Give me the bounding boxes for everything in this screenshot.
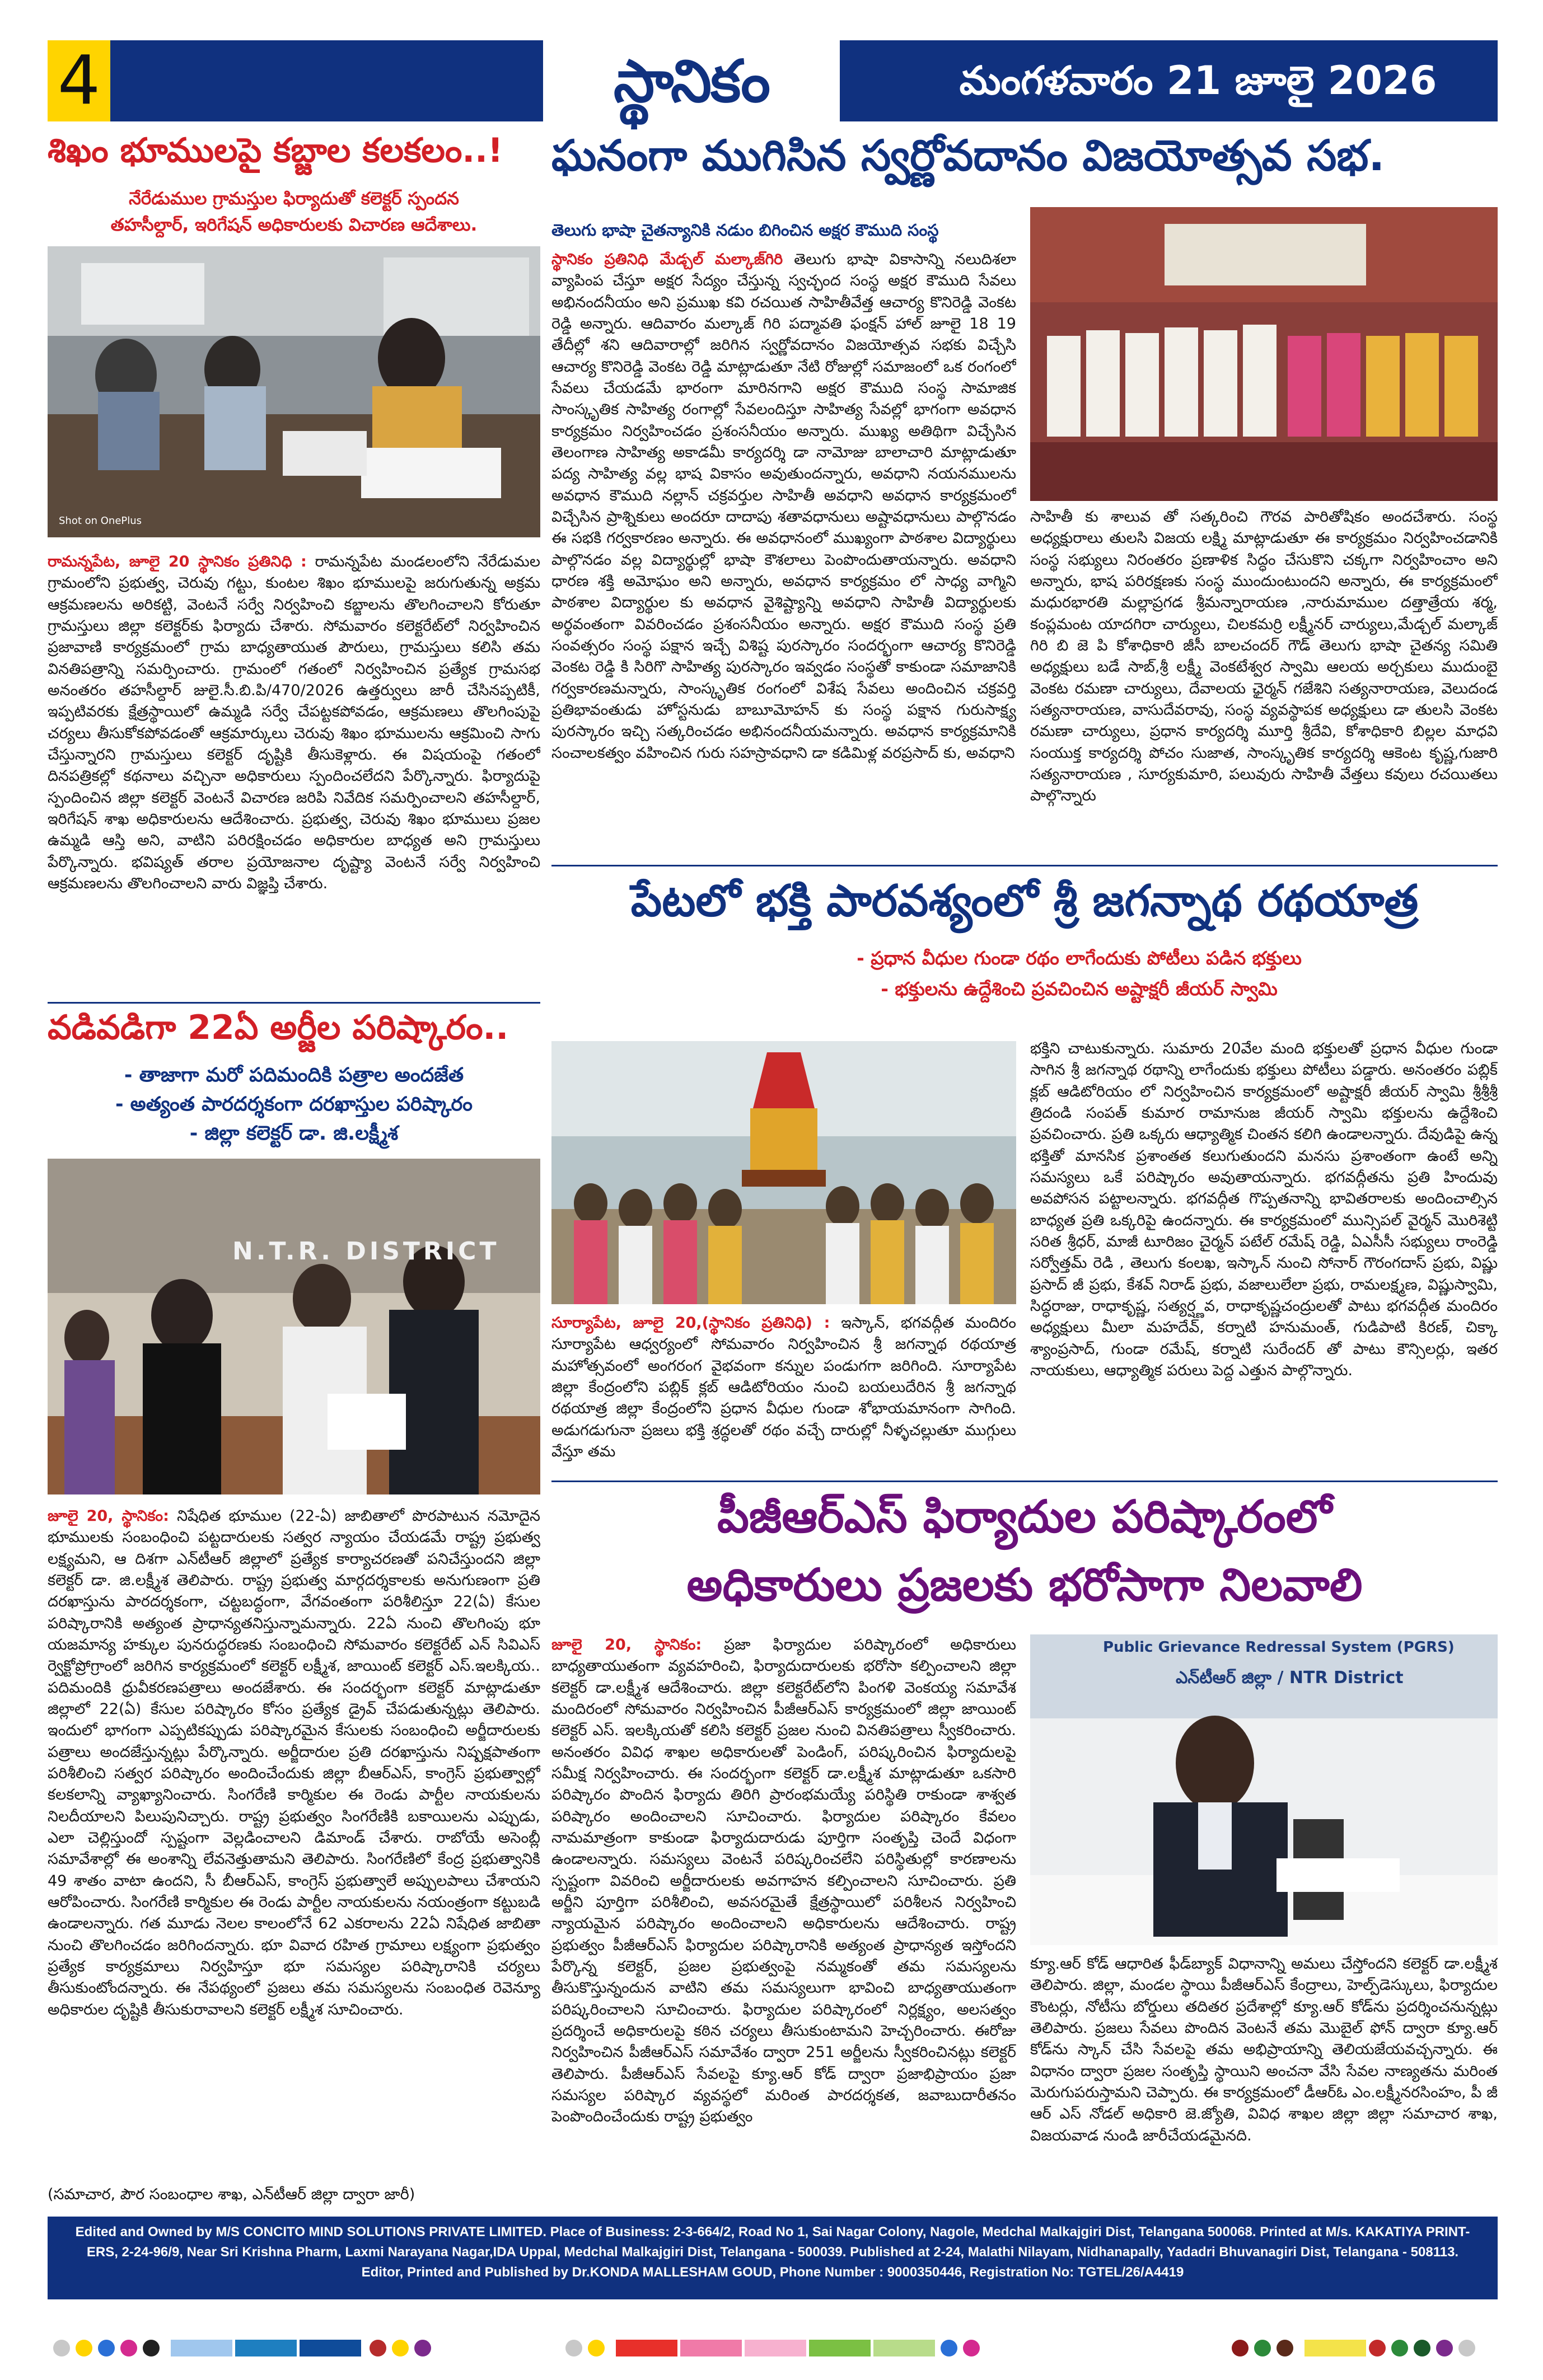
color-bar xyxy=(616,2340,677,2356)
story3-text: నిషేధిత భూముల (22-ఏ) జాబితాలో పొరపాటున నమోదైన భూములకు సంబంధించి పట్టదారులకు సత్వర న్యాయం చేయడమే రాష్ట్ర ప్రభుత్వ లక్ష్యమని, ఆ దిశగా ఎన్‌టీఆర్ జిల్లాలో ప్రత్యేక కార్యాచరణతో పనిచేస్తుందని జిల్లా కలెక్టర్ డా. జి.లక్ష్మీశ తెలిపారు. రాష్ట్ర ప్రభుత్వ మార్గదర్శకాలకు అనుగుణంగా ప్రతి దరఖాస్తును పారదర్శకంగా, చట్టబద్ధంగా, వేగవంతంగా పరిశీలిస్తూ 22(ఏ) కేసుల పరిష్కారానికి అత్యంత ప్రాధాన్యతనిస్తున్నామన్నారు. 22ఏ నుంచి తొలగింపు భూ యజమాన్య హక్కుల పునరుద్ధరణకు సంబంధించి సోమవారం కలెక్టరేట్ ఎన్ సివిఎస్ ర్వెక్టోప్రోగ్రాంలో జరిగిన కార్యక్రమంలో కలెక్టర్ లక్ష్మీశ, జాయింట్ కలెక్టర్ ఎస్.ఇలక్కియ.. పదిమందికి ధ్రువీకరణపత్రాలు అందజేశారు. ఈ సందర్భంగా కలెక్టర్ మాట్లాడుతూ జిల్లాలో 22(ఏ) కేసుల పరిష్కారం కోసం ప్రత్యేక డ్రైవ్ చేపడుతున్నట్లు తెలిపారు. ఇందులో భాగంగా ఎప్పటికప్పుడు పరిష్కారమైన కేసులకు సంబంధించి అర్జీదారులకు పత్రాలు అందజేస్తున్నట్లు పేర్కొన్నారు. అర్జీదారుల ప్రతి దరఖాస్తును నిష్పక్షపాతంగా పరిశీలించి సత్వర పరిష్కారం అందించేందుకు జిల్లా బీఆర్ఎస్, కాంగ్రెస్ ప్రభుత్వాల్లో కలకలాన్ని వ్యాఖ్యానించారు. సింగరేణి కార్మికుల ఈ రెండు పార్టీల నాయకులను నిలదీయాలని పిలుపునిచ్చారు. రాష్ట్ర ప్రభుత్వం సింగరేణికి బకాయిలను ఎప్పుడు, ఎలా చెల్లిస్తుందో స్పష్టంగా వెల్లడించాలని డిమాండ్ చేశారు. రాబోయే అసెంబ్లీ సమావేశాల్లో ఈ అంశాన్ని లేవనెత్తుతామని తెలిపారు. సింగరేణిలో కేంద్ర ప్రభుత్వానికి 49 శాతం వాటా ఉందని, సీ బీఆర్ఎస్, కాంగ్రెస్ ప్రభుత్వాలే అప్పులపాలు చేశాయని ఆరోపించారు. సింగరేణి కార్మికుల ఈ రెండు పార్టీల నాయకులను నయంత్రంగా కట్టుబడి ఉండాలన్నారు. గత మూడు నెలల కాలంలోనే 62 ఎకరాలను 22ఏ నిషేధిత జాబితా నుంచి తొలగించడం జరిగిందన్నారు. భూ వివాద రహిత గ్రామాలు లక్ష్యంగా ప్రభుత్వం ప్రత్యేక కార్యక్రమాలు నిర్వహిస్తూ భూ సమస్యల పరిష్కారానికి చర్యలు తీసుకుంటోందన్నారు. ఈ నేపథ్యంలో ప్రజలు తమ సమస్యలను సంబంధిత రెవెన్యూ అధికారుల దృష్టికి తీసుకురావాలని కలెక్టర్ లక్ష్మీశ సూచించారు. xyxy=(48,1507,540,2018)
story4-text-1: ఇస్కాన్, భగవద్గీత మందిరం సూర్యాపేట ఆధ్వర్యంలో సోమవారం నిర్వహించిన శ్రీ జగన్నాథ రథయాత్ర మహోత్సవంలో అంగరంగ వైభవంగా కన్నుల పండుగగా జరిగింది. సూర్యాపేట జిల్లా కేంద్రంలోని పబ్లిక్ క్లబ్ ఆడిటోరియం నుంచి బయలుదేరిన శ్రీ జగన్నాథ రథయాత్ర జిల్లా కేంద్రంలోని ప్రధాన వీధుల గుండా శోభాయమానంగా సాగింది. అడుగడుగునా ప్రజలు భక్తి శ్రద్ధలతో రథం వచ్చే దారుల్లో నీళ్ళచల్లుతూ ముగ్గులు వేస్తూ తమ xyxy=(551,1314,1016,1460)
registration-dot xyxy=(963,2340,980,2356)
story4-headline: పేటలో భక్తి పారవశ్యంలో శ్రీ జగన్నాథ రథయాత్ర xyxy=(630,876,1419,926)
certificate-handover-photo xyxy=(48,1159,540,1494)
imprint-footer xyxy=(48,2217,1498,2299)
story1-headline: శిఖం భూములపై కబ్జాల కలకలం..! xyxy=(48,131,503,170)
story3-photo-banner: N.T.R. DISTRICT xyxy=(232,1237,500,1266)
color-bar xyxy=(171,2340,232,2356)
issue-date: మంగళవారం 21 జూలై 2026 xyxy=(959,58,1437,104)
rath-yatra-photo xyxy=(551,1041,1016,1304)
story2-body-col2: సాహితీ కు శాలువ తో సత్కరించి గౌరవ పారితోషికం అందచేశారు. సంస్థ అధ్యక్షురాలు తులసి విజయ లక్ష్మి మాట్లాడుతూ ఈ కార్యక్రమం నిర్వహించడానికి సంస్థ సభ్యులు నిరంతరం ప్రణాళిక సిద్ధం చేసుకొని చక్కగా నిర్వహించాం అని అన్నారు, భాష పరిరక్షణకు సంస్థ ముందుంటుందని అన్నారు, ఈ కార్యక్రమంలో మధురభారతి మల్లాప్రగడ శ్రీమన్నారాయణ ,నారుమాముల దత్తాత్రేయ శర్మ, కంప్లమంట యాదగిరా చార్యులు, చిలకమర్రి లక్ష్మీనర్ చార్యులు,మేడ్చల్ మల్కాజ్ గిరి బి జె పి కోశాధికారి జీసీ బాలచందర్ గౌడ్ తెలుగు భాషా చైతన్య సమితి అధ్యక్షులు బడే సాబ్,శ్రీ లక్ష్మీ వెంకటేశ్వర స్వామి ఆలయ అర్చకులు ముదుంబై వెంకట రమణా చార్యులు, దేవాలయ ఛైర్మన్ గజేశిని సత్యనారాయణ, వెలుదండ సత్యనారాయణ, వాసుదేవరావు, సంస్థ వ్యవస్థాపక అధ్యక్షులు డా తులసి వెంకట రమణా చార్యులు, ప్రధాన కార్యదర్శి మూర్తి శ్రీదేవి, కోశాధికారి బిల్లల మాధవి సంయుక్త కార్యదర్శి పోచం సుజాత, సాంస్కృతిక కార్యదర్శి ఆకెంట కృష్ణ,గుజారి సత్యనారాయణ , సూర్యకుమారి, పలువురు సాహితీ వేత్తలు కవులు రచయితలు పాల్గొన్నారు xyxy=(1030,508,1498,805)
felicitation-stage-photo xyxy=(1030,207,1498,501)
story2-headline: ఘనంగా ముగిసిన స్వర్ణోవదానం విజయోత్సవ సభ. xyxy=(551,130,1385,180)
story3-bullet-3: - జిల్లా కలెక్టర్ డా. జి.లక్ష్మీశ xyxy=(189,1122,399,1145)
story1-photo xyxy=(48,246,540,537)
story4-dateline: సూర్యాపేట, జూలై 20,(స్థానికం ప్రతినిధి) : xyxy=(551,1314,830,1332)
newspaper-logo: స్థానికం xyxy=(543,40,840,121)
divider xyxy=(551,1481,1498,1482)
office-meeting-photo xyxy=(48,246,540,537)
registration-dot xyxy=(143,2340,160,2356)
registration-dot xyxy=(1436,2340,1453,2356)
imprint-line-3: Editor, Printed and Published by Dr.KONDA MALLESHAM GOUD, Phone Number : 9000350446, Registration No: TGTEL/26/A4419 xyxy=(361,2265,1184,2280)
color-bar xyxy=(1304,2340,1366,2356)
story5-body-left xyxy=(551,1634,1016,2194)
registration-dot xyxy=(1458,2340,1475,2356)
registration-dot xyxy=(1369,2340,1386,2356)
registration-dot xyxy=(98,2340,115,2356)
story5-body-right: క్యూ.ఆర్ కోడ్ ఆధారిత ఫీడ్‌బ్యాక్ విధానాన్ని అమలు చేస్తోందని కలెక్టర్ డా.లక్ష్మీశ తెలిపారు. జిల్లా, మండల స్థాయి పీజీఆర్ఎస్ కేంద్రాలు, హెల్ప్‌డెస్కులు, ఫిర్యాదుల కౌంటర్లు, నోటీసు బోర్డులు తదితర ప్రదేశాల్లో క్యూ.ఆర్ కోడ్‌ను ప్రదర్శించనున్నట్లు తెలిపారు. ప్రజలు సేవలు పొందిన వెంటనే తమ మొబైల్ ఫోన్ ద్వారా క్యూ.ఆర్ కోడ్‌ను స్కాన్ చేసి సేవలపై తమ అభిప్రాయాన్ని తెలియజేయవచ్చన్నారు. ఈ విధానం ద్వారా ప్రజల సంతృప్తి స్థాయిని అంచనా వేసి సేవల నాణ్యతను మరింత మెరుగుపరుస్తామని చెప్పారు. ఈ కార్యక్రమంలో డీఆర్ఓ ఎం.లక్ష్మీనరసింహం, పీ జీ ఆర్ ఎస్ నోడల్ అధికారి జె.జ్యోతి, వివిధ శాఖల జిల్లా జిల్లా సమాచార శాఖ, విజయవాడ నుండి జారీచేయడమైనది. xyxy=(1030,1955,1498,2144)
story3-bullet-2: - అత్యంత పారదర్శకంగా దరఖాస్తుల పరిష్కారం xyxy=(115,1093,473,1116)
story5-text-1: ప్రజా ఫిర్యాదుల పరిష్కారంలో అధికారులు బాధ్యతాయుతంగా వ్యవహరించి, ఫిర్యాదుదారులకు భరోసా కల్పించాలని జిల్లా కలెక్టర్ డా.లక్ష్మీశ ఆదేశించారు. జిల్లా కలెక్టరేట్‌లోని పింగళి వెంకయ్య సమావేశ మందిరంలో సోమవారం నిర్వహించిన పీజీఆర్ఎస్ కార్యక్రమంలో జిల్లా జాయింట్ కలెక్టర్ ఎస్. ఇలక్కియతో కలిసి కలెక్టర్ ప్రజల నుంచి వినతిపత్రాలు స్వీకరించారు. అనంతరం వివిధ శాఖల అధికారులతో పెండింగ్, పరిష్కరించిన ఫిర్యాదులపై సమీక్ష నిర్వహించారు. ఈ సందర్భంగా కలెక్టర్ డా.లక్ష్మీశ మాట్లాడుతూ ఒకసారి పరిష్కారం పొందిన ఫిర్యాదు తిరిగి ప్రారంభమయ్యే పరిస్థితి రాకుండా శాశ్వత పరిష్కారం అందించాలని సూచించారు. ఫిర్యాదుల పరిష్కారం కేవలం నామమాత్రంగా కాకుండా ఫిర్యాదుదారుడు పూర్తిగా సంతృప్తి చెందే విధంగా ఉండాలన్నారు. సమస్యలు వెంటనే పరిష్కరించలేని పరిస్థితుల్లో కారణాలను స్పష్టంగా వివరించి అర్జీదారులకు అవగాహన కల్పించాలని సూచించారు. ప్రతి అర్జీని పూర్తిగా పరిశీలించి, అవసరమైతే క్షేత్రస్థాయిలో పరిశీలన నిర్వహించి న్యాయమైన పరిష్కారం అందించాలని అధికారులను ఆదేశించారు. రాష్ట్ర ప్రభుత్వం పీజీఆర్ఎస్ ఫిర్యాదుల పరిష్కారానికి అత్యంత ప్రాధాన్యత ఇస్తోందని పేర్కొన్న కలెక్టర్, ప్రజల ప్రభుత్వంపై నమ్మకంతో తమ సమస్యలను తీసుకొస్తున్నందున వాటిని తమ సమస్యలుగా భావించి బాధ్యతాయుతంగా పరిష్కరించాలని సూచించారు. ఫిర్యాదుల పరిష్కారంలో నిర్లక్ష్యం, అలసత్వం ప్రదర్శించే అధికారులపై కఠిన చర్యలు తీసుకుంటామని హెచ్చరించారు. ఈరోజు నిర్వహించిన పీజీఆర్ఎస్ సమావేశం ద్వారా 251 అర్జీలను స్వీకరించినట్లు కలెక్టర్ తెలిపారు. పీజీఆర్ఎస్ సేవలపై క్యూ.ఆర్ కోడ్ ద్వారా ప్రజాభిప్రాయం ప్రజా సమస్యల పరిష్కార వ్యవస్థలో మరింత పారదర్శకత, జవాబుదారీతనం పెంపొందించేందుకు రాష్ట్ర ప్రభుత్వం xyxy=(551,1636,1016,2126)
registration-dot xyxy=(392,2340,409,2356)
divider xyxy=(551,865,1498,866)
story5-photo xyxy=(1030,1634,1498,1945)
story1-photo-watermark: Shot on OnePlus xyxy=(59,515,142,527)
story1-subheadline-2: తహసీల్దార్, ఇరిగేషన్ అధికారులకు విచారణ ఆదేశాలు. xyxy=(110,215,478,235)
color-bar xyxy=(235,2340,297,2356)
registration-dot xyxy=(1391,2340,1408,2356)
story5-dateline: జూలై 20, స్థానికం: xyxy=(551,1636,702,1653)
story3-bullet-1: - తాజాగా మరో పదిమందికి పత్రాల అందజేత xyxy=(124,1064,464,1086)
registration-dot xyxy=(76,2340,92,2356)
story2-dateline: స్థానికం ప్రతినిధి మేడ్చల్ మల్కాజ్‌గిరి xyxy=(551,251,783,268)
story2-subheadline: తెలుగు భాషా చైతన్యానికి నడుం బిగించిన అక్షర కౌముది సంస్థ xyxy=(551,221,939,240)
story5-headline-line2: అధికారులు ప్రజలకు భరోసాగా నిలవాలి xyxy=(686,1559,1363,1611)
color-bar xyxy=(680,2340,742,2356)
story2-body-col1 xyxy=(551,249,1016,856)
registration-dot xyxy=(565,2340,582,2356)
color-bar xyxy=(745,2340,806,2356)
story3-credit: (సమాచార, పౌర సంబంధాల శాఖ, ఎన్‌టీఆర్ జిల్లా ద్వారా జారీ) xyxy=(48,2186,415,2203)
registration-dot xyxy=(1254,2340,1271,2356)
registration-dot xyxy=(1232,2340,1249,2356)
story4-subheadline-1: - ప్రధాన వీధుల గుండా రథం లాగేందుకు పోటీలు పడిన భక్తులు xyxy=(857,947,1302,969)
story2-photo xyxy=(1030,207,1498,501)
color-bar xyxy=(809,2340,871,2356)
story3-photo xyxy=(48,1159,540,1494)
story1-text: రామన్నపేట మండలంలోని నేరేడుమల గ్రామంలోని ప్రభుత్వ, చెరువు గట్టు, కుంటల శిఖం భూములపై జరుగుతున్న అక్రమ ఆక్రమణలను అరికట్టి, వెంటనే సర్వే నిర్వహించి కబ్జాలను తొలగించాలని కోరుతూ గ్రామస్తులు జిల్లా కలెక్టర్‌కు ఫిర్యాదు చేశారు. సోమవారం కలెక్టరేట్‌లో నిర్వహించిన ప్రజావాణి కార్యక్రమంలో గ్రామ బాధ్యతాయుత పౌరులు, గ్రామస్తులు కలిసి తమ వినతిపత్రాన్ని సమర్పించారు. గ్రామంలో గతంలో నిర్వహించిన ప్రత్యేక గ్రామసభ అనంతరం తహసీల్దార్ జులై.సీ.బి.పి/470/2026 ఉత్తర్వులు జారీ చేసినప్పటికీ, ఇప్పటివరకు క్షేత్రస్థాయిలో ఉమ్మడి సర్వే చేపట్టకపోవడం, ఆక్రమణలు తొలగింపుపై చర్యలు తీసుకోకపోవడంతో ఆక్రమార్కులు చెరువు శిఖం భూములను ఆక్రమించి సాగు చేస్తున్నారని గ్రామస్తులు కలెక్టర్ దృష్టికి తీసుకెళ్లారు. ఈ విషయంపై గతంలో దినపత్రికల్లో కథనాలు వచ్చినా అధికారులు స్పందించలేదని పేర్కొన్నారు. ఫిర్యాదుపై స్పందించిన జిల్లా కలెక్టర్ వెంటనే విచారణ జరిపి నివేదిక సమర్పించాలని తహసీల్దార్, ఇరిగేషన్ శాఖ అధికారులను ఆదేశించారు. ప్రభుత్వ, చెరువు శిఖం భూములు ప్రజల ఉమ్మడి ఆస్తి అని, వాటిని పరిరక్షించడం అధికారుల బాధ్యత అని గ్రామస్తులు పేర్కొన్నారు. భవిష్యత్ తరాల ప్రయోజనాల దృష్ట్యా వెంటనే సర్వే నిర్వహించి ఆక్రమణలను తొలగించాలని వారు విజ్ఞప్తి చేశారు. xyxy=(48,553,540,892)
story4-body-left xyxy=(551,1313,1016,1475)
story3-body xyxy=(48,1506,540,2183)
divider xyxy=(48,1002,540,1004)
color-bar xyxy=(300,2340,361,2356)
story5-photo-banner-2: ఎన్‌టీఆర్ జిల్లా / NTR District xyxy=(1176,1668,1404,1688)
story3-headline: వడివడిగా 22ఏ అర్జీల పరిష్కారం.. xyxy=(48,1008,509,1047)
registration-dot xyxy=(370,2340,386,2356)
color-bar xyxy=(873,2340,935,2356)
registration-dot xyxy=(1414,2340,1430,2356)
imprint-line-1: Edited and Owned by M/S CONCITO MIND SOLUTIONS PRIVATE LIMITED. Place of Business: 2-3-664/2, Road No 1, Sai Nagar Colony, Nagole, Medchal Malkajgiri Dist, Telangana 500068. Printed at M/s. KAKATIYA PRINT- xyxy=(75,2224,1470,2240)
registration-dot xyxy=(120,2340,137,2356)
story2-text-1: తెలుగు భాషా వికాసాన్ని నలుదిశలా వ్యాపింప చేస్తూ అక్షర సేద్యం చేస్తున్న స్వచ్ఛంద సంస్థ అక్షర కౌముది సేవలు అభినందనీయం అని ప్రముఖ కవి రచయిత సాహితీవేత్త ఆచార్య కొనిరెడ్డి వెంకట రెడ్డి అన్నారు. ఆదివారం మల్కాజ్ గిరి పద్మావతి ఫంక్షన్ హాల్ జూలై 18 19 తేదీల్లో శని ఆదివారాల్లో జరిగిన స్వర్ణోవదానం విజయోత్సవ సభకు విచ్చేసి ఆచార్య కొనిరెడ్డి వెంకట రెడ్డి మాట్లాడుతూ నేటి రోజుల్లో సమాజంలో ఒక రంగంలో సేవలు చేయడమే భారంగా మారినగాని అక్షర కౌముది సంస్థ సామాజిక సాంస్కృతిక సాహిత్య రంగాల్లో సేవలందిస్తూ సాహిత్య సేవల్లో భాగంగా అవధాన కార్యక్రమం నిర్వహించడం ప్రశంసనీయం అన్నారు. ముఖ్య అతిథిగా విచ్చేసిన తెలంగాణ సాహిత్య అకాడమీ కార్యదర్శి డా నామోజు బాలాచారి మాట్లాడుతూ పద్య సాహిత్య వల్ల భాష వికాసం అవుతుందన్నారు, అవధాని నయనములను అవధాన కౌముది నల్లాన్ చక్రవర్తుల సాహితీ అవధాని అవధాన కార్యక్రమంలో విచ్చేసిన ప్రాశ్నికులు అందరూ దాదాపు శతావధానులు అష్టావధానులు పాల్గొనడం ఈ సభకి గర్వకారణం అన్నారు. ఈ అవధానంలో ముఖ్యంగా పాఠశాల విద్యార్థులు పాల్గొనడం వల్ల విద్యార్థుల్లో భాషా కౌశలాలు పెంపొందుతాయన్నారు. అవధాని ధారణ శక్తి అమోఘం అని అన్నారు, అవధాన కార్యక్రమం లో సాధ్య వాగ్మిని పాఠశాల విద్యార్థుల కు అవధాన వైశిష్ట్యాన్ని అవధాని సాహితీ విద్యార్థులకు అర్థవంతంగా వివరించడం ప్రశంసనీయం అన్నారు. అక్షర కౌముది సంస్థ ప్రతి సంవత్సరం సంస్థ పక్షాన ఇచ్చే విశిష్ట పురస్కారం సందర్భంగా ఆచార్య కొనిరెడ్డి వెంకట రెడ్డి కి సిరిగొ సాహిత్య పురస్కారం ఇవ్వడం సంస్థతో కాకుండా సమాజానికి గర్వకారణమన్నారు, సాంస్కృతిక రంగంలో విశేష సేవలు అందించిన చక్రవర్తి ప్రతిభావంతుడు హోస్టనుడు బాబూమోహన్ కు సంస్థ పక్షాన గురుసాక్ష్య పురస్కారం ఇచ్చి సత్కరించడం అభినందనీయమన్నారు. అవధాన కార్యక్రమానికి సంచాలకత్వం వహించిన గురు సహస్రావధాని డా కడిమిళ్ల వరప్రసాద్ కు, అవధాని xyxy=(551,251,1016,762)
imprint-line-2: ERS, 2-24-96/9, Near Sri Krishna Pharm, Laxmi Narayana Nagar,IDA Uppal, Medchal Malkajgiri Dist, Telangana - 500039. Published at 2-24, Malathi Nilayam, Nidhanapally, Yadadri Bhuvanagiri Dist, Telangana - 508113. xyxy=(86,2245,1459,2260)
page-number: 4 xyxy=(48,40,110,121)
story5-headline-line1: పీజీఆర్ఎస్ ఫిర్యాదుల పరిష్కారంలో xyxy=(717,1491,1332,1543)
story5-photo-banner: Public Grievance Redressal System (PGRS) xyxy=(1103,1639,1455,1656)
story4-photo xyxy=(551,1041,1016,1304)
registration-dot xyxy=(941,2340,957,2356)
story4-subheadline-2: - భక్తులను ఉద్దేశించి ప్రవచించిన అష్టాక్షరీ జీయర్ స్వామి xyxy=(881,978,1278,1000)
story3-dateline: జూలై 20, స్థానికం: xyxy=(48,1507,169,1525)
story1-dateline: రామన్నపేట, జూలై 20 స్థానికం ప్రతినిధి : xyxy=(48,553,307,570)
story1-subheadline-1: నేరేడుముల గ్రామస్తుల ఫిర్యాదుతో కలెక్టర్ స్పందన xyxy=(129,189,459,209)
registration-dot xyxy=(1277,2340,1293,2356)
story4-body-right: భక్తిని చాటుకున్నారు. సుమారు 20వేల మంది భక్తులతో ప్రధాన వీధుల గుండా సాగిన శ్రీ జగన్నాథ రథాన్ని లాగేందుకు భక్తులు పోటీలు పడ్డారు. అనంతరం పబ్లిక్ క్లబ్ ఆడిటోరియం లో నిర్వహించిన కార్యక్రమంలో అష్టాక్షరీ జీయర్ స్వామి శ్రీశ్రీశ్రీ త్రిదండి సంపత్ కుమార రామానుజ జీయర్ స్వామి భక్తులను ఉద్దేశించి ప్రవచించారు. ప్రతి ఒక్కరు ఆధ్యాత్మిక చింతన కలిగి ఉండాలన్నారు. దేవుడిపై ఉన్న భక్తితో మానసిక ప్రశాంతత కలుగుతుందని మనసు ప్రశాంతంగా ఉంటే అన్ని సమస్యలు ఒకే పరిష్కారం అవుతాయన్నారు. భగవద్గీతను ప్రతి హిందువు అవపోసన పట్టాలన్నారు. భగవద్గీత గొప్పతనాన్ని భావితరాలకు అందించాల్సిన బాధ్యత ప్రతి ఒక్కరిపై ఉందన్నారు. ఈ కార్యక్రమంలో మున్సిపల్ వైర్మన్ మొరిశెట్టి సరిత శ్రీధర్, మాజీ టూరిజం చైర్మన్ పటేల్ రమేష్ రెడ్డి, ఏఎసీసీ సభ్యులు రాంరెడ్డి సర్వోత్తమ్ రెడి , తెలుగు కంలఖ, ఇస్కాన్ నుంచి సోనార్ గౌరంగదాస్ ప్రభు, విష్ణు ప్రసాద్ జీ ప్రభు, కేశవ్ నిరాడ్ ప్రభు, వజాలులేలా ప్రభు, రామలక్ష్మణ, విష్ణుస్వామి, సిద్ధరాజు, రాధాకృష్ణ, సత్యర్ష్ణవ, రాధాకృష్ణచంద్రులతో పాటు భగవద్గీత మందిరం అధ్యక్షులు మీలా మహదేవ్, కర్నాటి హనుమంత్, గుడిపాటి కిరణ్, చిక్కా శ్యాంప్రసాద్, గుండా రమేష్, కర్నాటి సురేందర్ తో పాటు కౌన్సిలర్లు, ఇతర నాయకులు, ఆధ్యాత్మిక పరులు పెద్ద ఎత్తున పాల్గొన్నారు. xyxy=(1030,1040,1498,1379)
registration-dot xyxy=(414,2340,431,2356)
registration-dot xyxy=(53,2340,70,2356)
registration-dot xyxy=(588,2340,605,2356)
story1-body xyxy=(48,551,540,999)
